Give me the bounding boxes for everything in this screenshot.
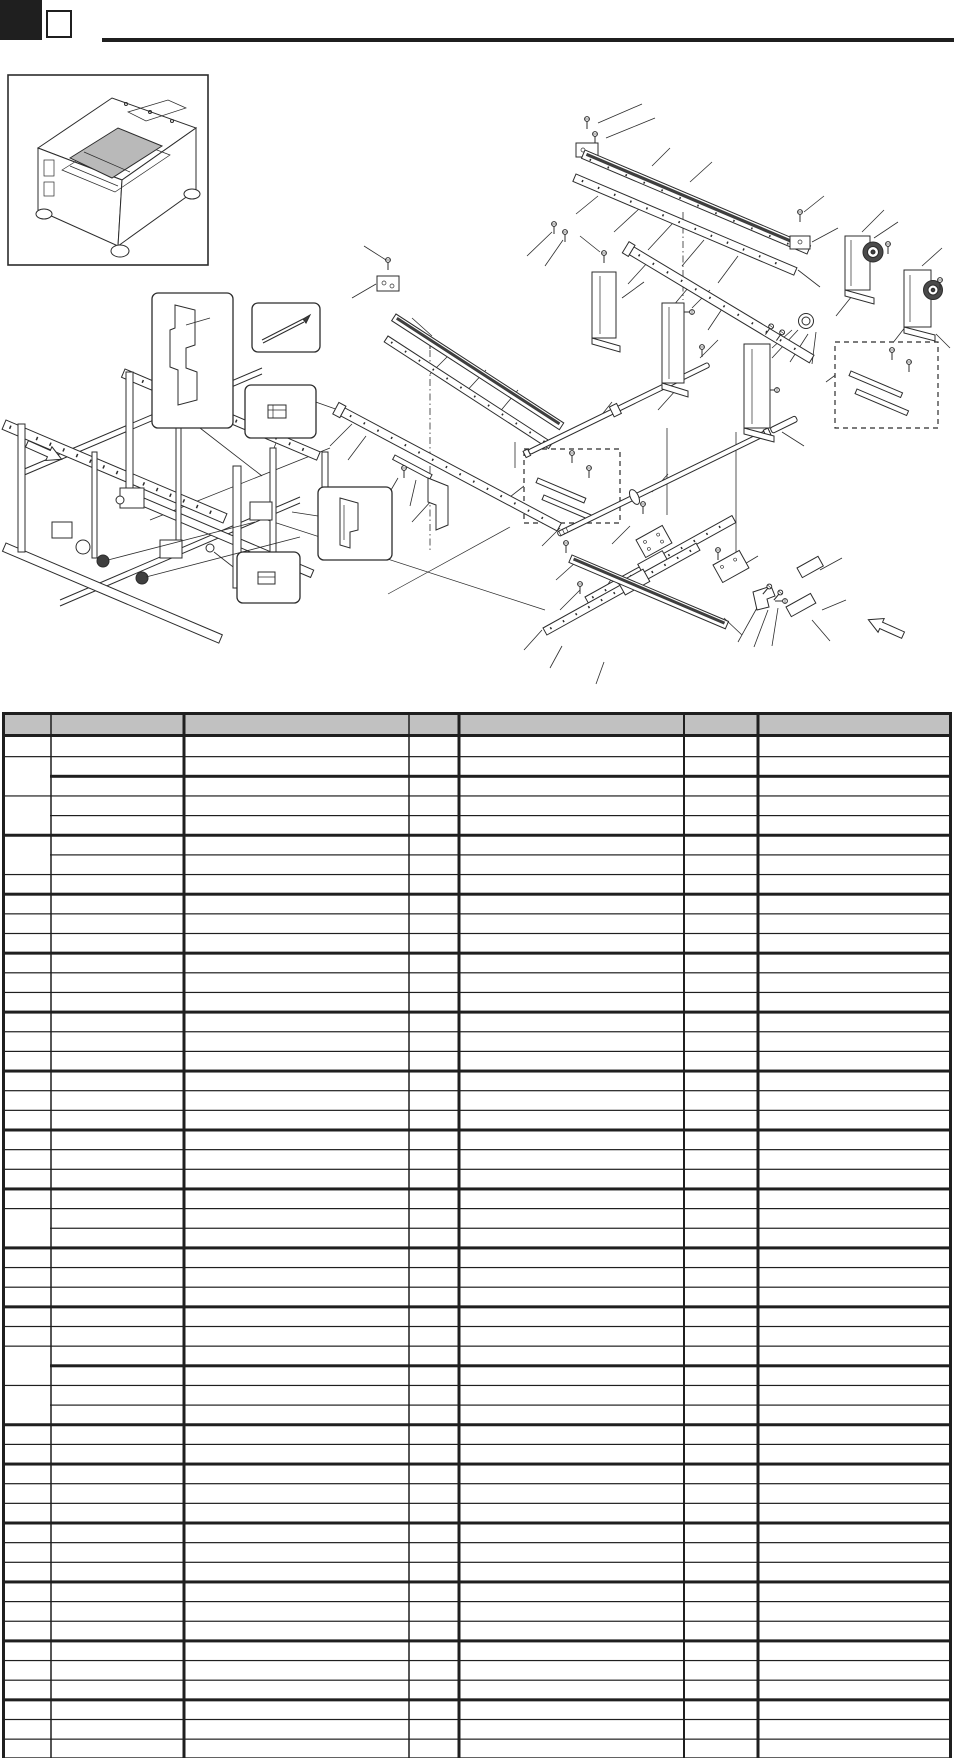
detail-box-bracket-left [152, 293, 233, 428]
dashed-detail-box-right [835, 342, 938, 428]
detail-box-clip-lower [237, 552, 300, 603]
pulley-bracket-upper [845, 236, 890, 304]
detail-box-clip-upper [245, 385, 316, 438]
parts-table [2, 712, 952, 1758]
machine-overview-thumbnail [8, 75, 208, 265]
pulley-wheel [97, 555, 109, 567]
detail-box-bracket-right [318, 487, 392, 560]
pulley-wheel [136, 572, 148, 584]
pulley-bracket-lower [904, 270, 943, 341]
exploded-view-figure [0, 0, 954, 712]
view-direction-arrow-right [865, 613, 906, 642]
support-brackets [592, 251, 798, 442]
parts-table-grid [2, 712, 952, 1758]
detail-box-tool [252, 303, 320, 352]
